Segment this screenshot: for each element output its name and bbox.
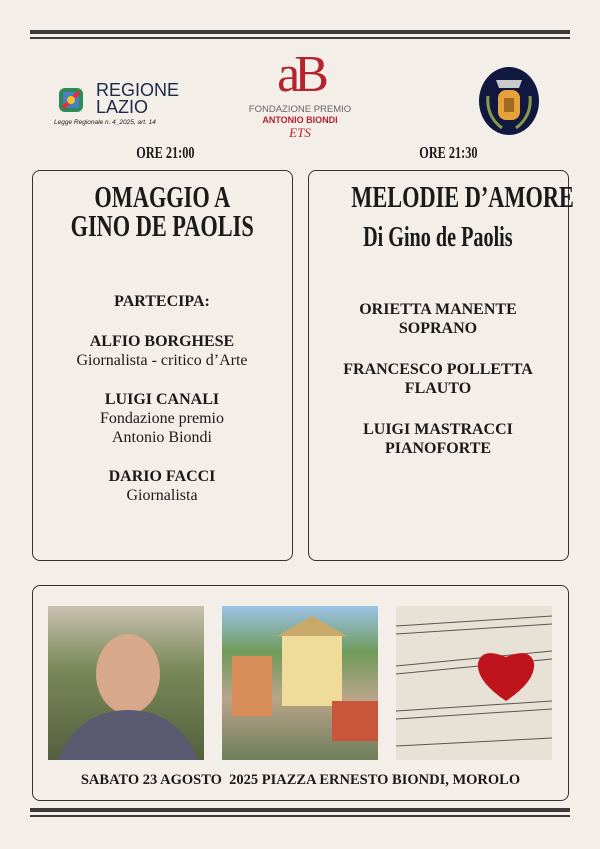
sheet-music-heart-photo: [396, 606, 552, 760]
person-role: Fondazione premio: [100, 410, 224, 427]
person-name: DARIO FACCI: [108, 468, 216, 485]
regione-line1: REGIONE: [96, 80, 180, 100]
left-program: [32, 179, 292, 505]
person-name: LUIGI CANALI: [104, 391, 220, 408]
fondazione-logo: [230, 46, 370, 141]
bottom-rule-thin: [30, 815, 570, 817]
fondazione-line2: ANTONIO BIONDI: [262, 115, 338, 125]
bottom-rule: [30, 808, 570, 812]
fondazione-line3: ETS: [289, 125, 311, 140]
regione-law-text: Legge Regionale n. 4_2025, art. 14: [54, 119, 156, 126]
top-rule-thin: [30, 37, 570, 39]
left-title-line2: GINO DE PAOLIS: [70, 208, 254, 243]
regione-lazio-emblem-icon: [55, 84, 87, 116]
left-title-line1: OMAGGIO A: [94, 179, 230, 214]
performer-name: FRANCESCO POLLETTA: [343, 361, 533, 378]
person-role: Giornalista - critico d’Arte: [76, 352, 248, 369]
portrait-photo: [48, 606, 204, 760]
performer-role: PIANOFORTE: [384, 440, 492, 457]
performer-role: FLAUTO: [404, 380, 472, 397]
regione-line2: LAZIO: [96, 97, 149, 117]
fondazione-monogram: aB: [277, 46, 323, 103]
regione-lazio-logo: [96, 82, 179, 116]
time-left: ORE 21:00: [135, 143, 195, 162]
right-title-line1: MELODIE D’AMORE: [351, 179, 574, 214]
fondazione-line1: FONDAZIONE PREMIO: [248, 104, 352, 115]
time-right: ORE 21:30: [418, 143, 478, 162]
participates-label: PARTECIPA:: [114, 293, 210, 310]
right-program: [308, 179, 574, 458]
morolo-coat-of-arms-icon: [478, 66, 540, 136]
performer-name: LUIGI MASTRACCI: [363, 421, 513, 438]
event-date-location: SABATO 23 AGOSTO 2025 PIAZZA ERNESTO BIONDI, MOROLO: [80, 772, 521, 788]
person-role: Giornalista: [126, 487, 198, 504]
performer-name: ORIETTA MANENTE: [359, 301, 517, 318]
person-role: Antonio Biondi: [111, 429, 212, 446]
person-name: ALFIO BORGHESE: [89, 333, 235, 350]
right-title-line2: Di Gino de Paolis: [363, 222, 513, 253]
town-photo: [222, 606, 378, 760]
performer-role: SOPRANO: [398, 320, 478, 337]
top-rule: [30, 30, 570, 34]
